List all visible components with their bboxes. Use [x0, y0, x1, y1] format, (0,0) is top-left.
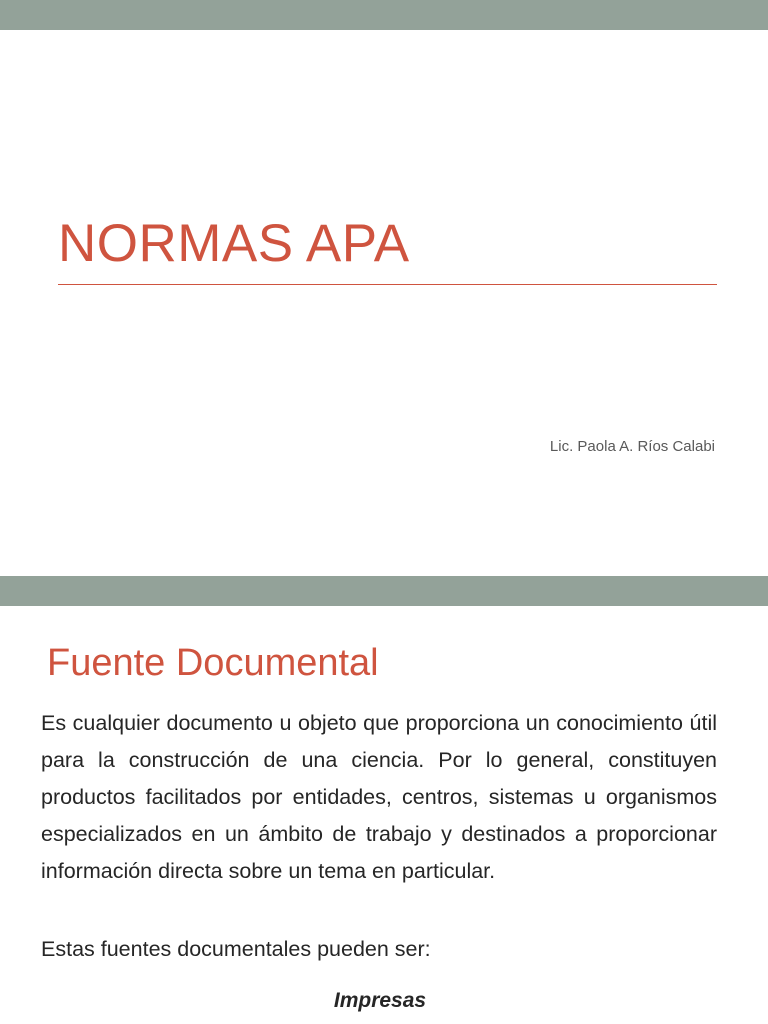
author-subtitle: Lic. Paola A. Ríos Calabi	[549, 438, 715, 455]
slide-fuente-documental	[0, 576, 768, 1024]
title-underline	[58, 284, 717, 285]
slide-title-heading: NORMAS APA	[58, 214, 410, 273]
slide-heading: Fuente Documental	[47, 642, 379, 684]
subheading-impresas: Impresas	[333, 989, 427, 1012]
body-paragraph-2: Estas fuentes documentales pueden ser:	[41, 937, 431, 961]
header-band	[0, 0, 768, 30]
body-paragraph: Es cualquier documento u objeto que proporciona un conocimiento útil para la construcción de una ciencia. Por lo general, constituyen productos facilitados por entidades, centros, sistemas u organismos especializados en un ámbito de trabajo y destinados a proporcionar información directa sobre un tema en particular.	[41, 711, 717, 883]
header-band	[0, 576, 768, 606]
